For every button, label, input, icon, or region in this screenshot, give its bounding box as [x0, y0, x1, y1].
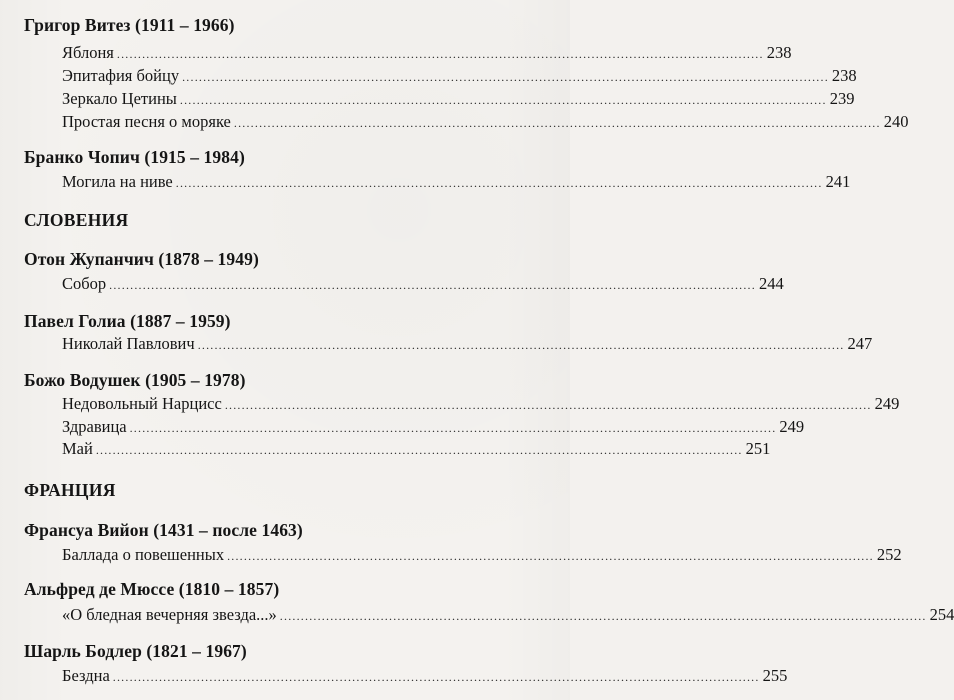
toc-entry [62, 66, 857, 86]
dot-leader: .......................................................................................................................................................... [279, 609, 927, 623]
page-number: 240 [883, 112, 909, 131]
page-number: 241 [825, 172, 851, 191]
toc-entry [62, 112, 909, 132]
entry-title: Эпитафия бойцу [62, 66, 180, 85]
page-number: 252 [876, 545, 902, 564]
author-heading: Отон Жупанчич (1878 – 1949) [24, 249, 259, 269]
author-heading: Божо Водушек (1905 – 1978) [24, 370, 246, 390]
author-heading: Альфред де Мюссе (1810 – 1857) [24, 579, 280, 599]
entry-title: Недовольный Нарцисс [62, 394, 222, 413]
toc-entry [62, 545, 902, 565]
entry-title: Простая песня о моряке [62, 112, 231, 131]
entry-title: Николай Павлович [62, 334, 195, 353]
page-number: 254 [929, 605, 954, 624]
toc-entry [62, 417, 805, 437]
dot-leader: .......................................................................................................................................................... [175, 176, 823, 190]
entry-title: Май [62, 439, 93, 458]
country-section-heading: ФРАНЦИЯ [24, 480, 116, 500]
author-heading: Шарль Бодлер (1821 – 1967) [24, 641, 247, 661]
page-number: 247 [847, 334, 873, 353]
dot-leader: .......................................................................................................................................................... [112, 670, 760, 684]
dot-leader: .......................................................................................................................................................... [233, 116, 881, 130]
entry-title: Баллада о повешенных [62, 545, 225, 564]
entry-title: Собор [62, 274, 107, 293]
dot-leader: .......................................................................................................................................................... [182, 70, 829, 84]
dot-leader: .......................................................................................................................................................... [129, 421, 777, 435]
entry-title: Здравица [62, 417, 127, 436]
page-number: 251 [745, 439, 771, 458]
page-number: 249 [779, 417, 805, 436]
dot-leader: .......................................................................................................................................................... [95, 443, 743, 457]
author-heading: Франсуа Вийон (1431 – после 1463) [24, 520, 303, 540]
entry-title: Бездна [62, 666, 110, 685]
author-heading: Павел Голиа (1887 – 1959) [24, 311, 231, 331]
dot-leader: .......................................................................................................................................................... [227, 549, 874, 563]
dot-leader: .......................................................................................................................................................... [224, 398, 872, 412]
entry-title: Могила на ниве [62, 172, 173, 191]
author-heading: Григор Витез (1911 – 1966) [24, 15, 235, 35]
entry-title: Зеркало Цетины [62, 89, 177, 108]
toc-entry [62, 605, 954, 625]
toc-entry [62, 334, 873, 354]
page-number: 238 [766, 43, 792, 62]
toc-entry [62, 172, 851, 192]
toc-entry [62, 43, 792, 63]
toc-entry [62, 439, 771, 459]
dot-leader: .......................................................................................................................................................... [179, 93, 827, 107]
toc-entry [62, 274, 784, 294]
page-number: 238 [831, 66, 857, 85]
dot-leader: .......................................................................................................................................................... [116, 47, 764, 61]
toc-entry [62, 394, 900, 414]
page-number: 255 [762, 666, 788, 685]
dot-leader: .......................................................................................................................................................... [109, 278, 756, 292]
page-number: 239 [829, 89, 855, 108]
page-number: 244 [758, 274, 784, 293]
toc-entry [62, 666, 788, 686]
dot-leader: .......................................................................................................................................................... [197, 338, 845, 352]
country-section-heading: СЛОВЕНИЯ [24, 210, 129, 230]
page-number: 249 [874, 394, 900, 413]
entry-title: Яблоня [62, 43, 114, 62]
author-heading: Бранко Чопич (1915 – 1984) [24, 147, 245, 167]
entry-title: «О бледная вечерняя звезда...» [62, 605, 277, 624]
toc-entry [62, 89, 855, 109]
